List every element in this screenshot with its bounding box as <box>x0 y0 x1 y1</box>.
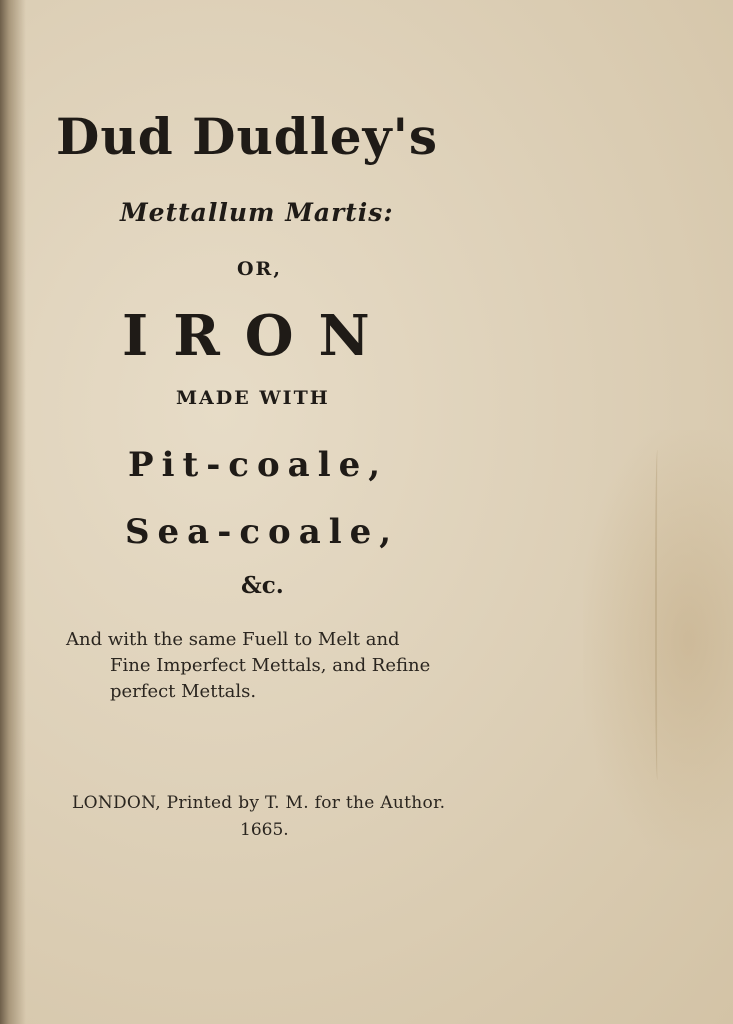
binding-shadow <box>0 0 26 1024</box>
publication-year: 1665. <box>240 820 289 840</box>
fuel-pit-coale: Pit-coale, <box>128 445 389 485</box>
description-line-1: And with the same Fuell to Melt and <box>66 629 400 650</box>
main-word-iron: IRON <box>122 303 395 369</box>
description-block <box>66 627 466 705</box>
imprint-line: LONDON, Printed by T. M. for the Author. <box>72 793 446 813</box>
conjunction-or: OR, <box>237 258 282 280</box>
author-title: Dud Dudley's <box>56 107 439 166</box>
made-with-line: MADE WITH <box>176 387 330 409</box>
work-title: Mettallum Martis: <box>120 198 394 227</box>
description-line-2: Fine Imperfect Mettals, and Refine <box>110 655 431 676</box>
description-line-3: perfect Mettals. <box>110 681 257 702</box>
fuel-sea-coale: Sea-coale, <box>125 512 400 552</box>
stain-edge <box>655 450 661 780</box>
etcetera: &c. <box>241 572 284 599</box>
